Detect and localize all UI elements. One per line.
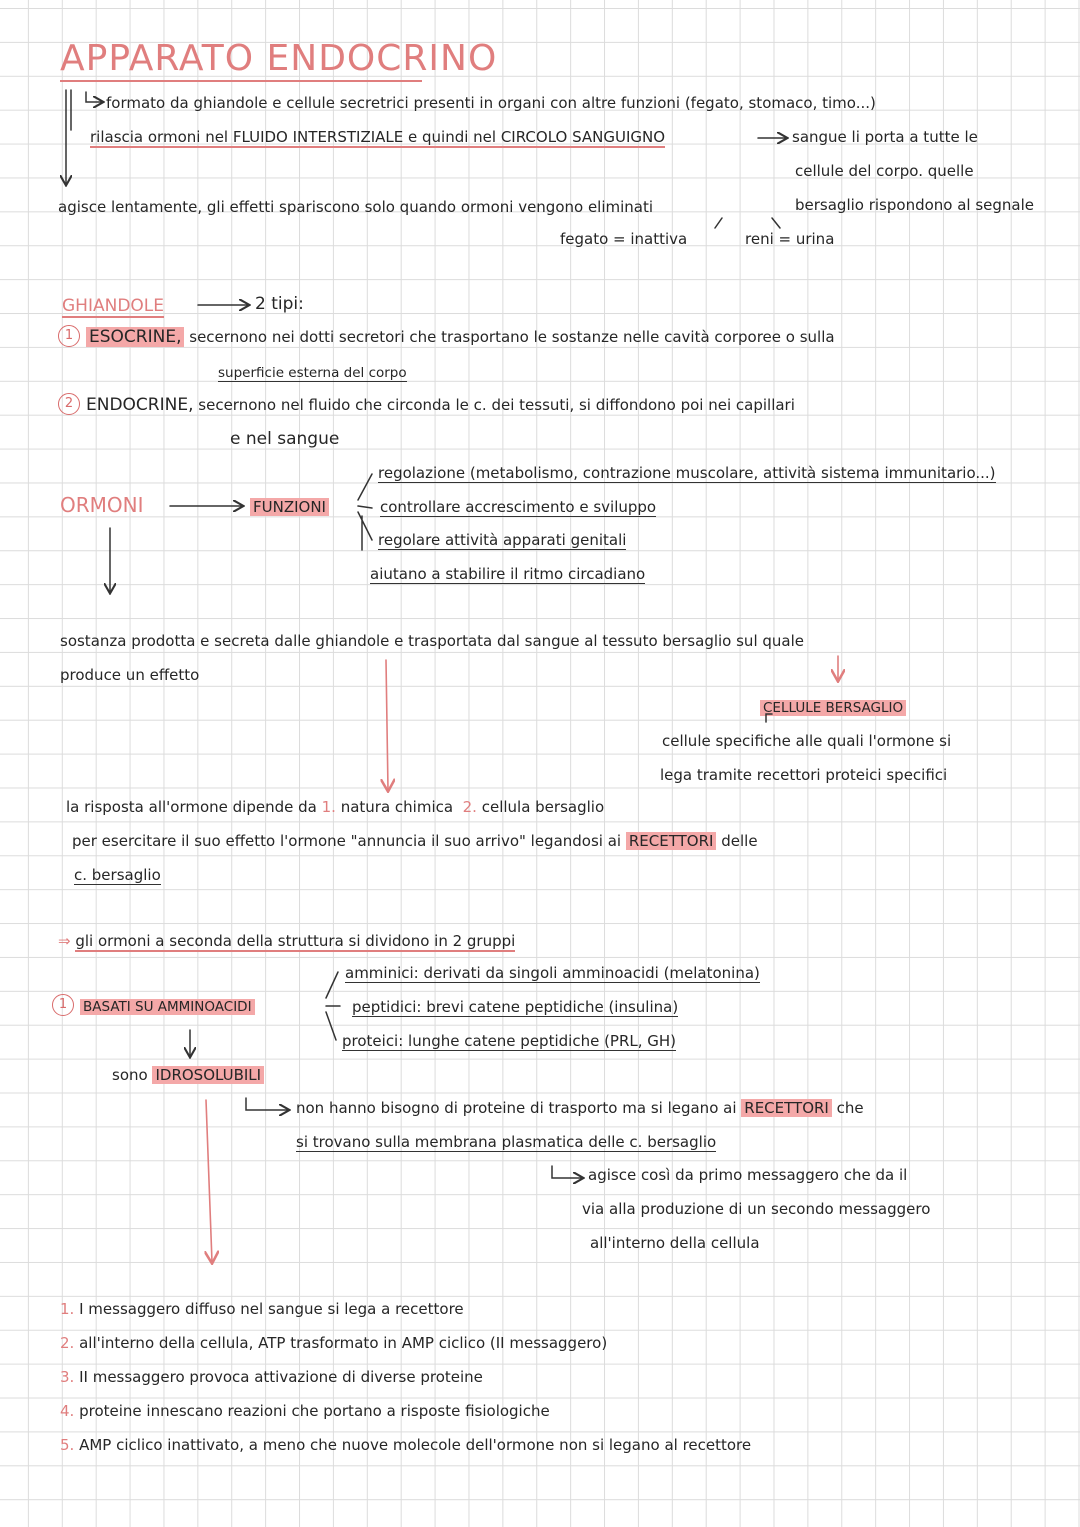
function-text-3: regolare attività apparati genitali: [378, 531, 627, 549]
step-number-5: 5.: [60, 1436, 75, 1454]
subtype-text-2: peptidici: brevi catene peptidiche (insulina): [352, 998, 679, 1016]
intro-hook-arrow: [86, 92, 102, 102]
groups-intro-text: gli ormoni a seconda della struttura si dividono in 2 gruppi: [75, 932, 516, 950]
endocrine-number: 2: [58, 393, 80, 415]
intro-line-3: agisce lentamente, gli effetti spariscono solo quando ormoni vengono eliminati: [58, 198, 654, 216]
definition-down-arrow: [386, 660, 388, 790]
step-text-4: proteine innescano reazioni che portano a risposte fisiologiche: [79, 1402, 550, 1420]
soluble-down-arrow: [206, 1100, 212, 1262]
exocrine-text-2: superficie esterna del corpo: [218, 365, 407, 381]
exocrine-label: ESOCRINE,: [86, 327, 184, 347]
endocrine-text-2: e nel sangue: [230, 429, 340, 449]
kidney-note: reni = urina: [745, 230, 835, 248]
step-number-3: 3.: [60, 1368, 75, 1386]
page-title: APPARATO ENDOCRINO: [60, 38, 498, 79]
step-number-4: 4.: [60, 1402, 75, 1420]
blood-note-2: cellule del corpo. quelle: [795, 162, 974, 180]
messenger-line-1: agisce così da primo messaggero che da il: [588, 1166, 908, 1184]
function-text-2: controllare accrescimento e sviluppo: [380, 498, 657, 516]
subtype-text-1: amminici: derivati da singoli amminoacidi (melatonina): [345, 964, 760, 982]
glands-heading-text: GHIANDOLE: [62, 296, 164, 316]
definition-line-2: produce un effetto: [60, 666, 200, 684]
step-text-3: II messaggero provoca attivazione di diverse proteine: [79, 1368, 483, 1386]
intro-line-2-text: rilascia ormoni nel FLUIDO INTERSTIZIALE e quindi nel CIRCOLO SANGUIGNO: [90, 128, 666, 146]
transport-hook-arrow: [246, 1098, 288, 1110]
target-cells-label-text: CELLULE BERSAGLIO: [760, 700, 906, 716]
amino-label: BASATI SU AMMINOACIDI: [80, 999, 255, 1015]
blood-note-3: bersaglio rispondono al segnale: [795, 196, 1035, 214]
transport-text-3: si trovano sulla membrana plasmatica delle c. bersaglio: [296, 1133, 717, 1151]
transport-text-2: che: [836, 1099, 864, 1117]
effect-receptors: RECETTORI: [626, 832, 717, 850]
target-cells-line-2: lega tramite recettori proteici specifici: [660, 766, 948, 784]
liver-note: fegato = inattiva: [560, 230, 688, 248]
step-text-1: I messaggero diffuso nel sangue si lega a recettore: [79, 1300, 464, 1318]
endocrine-text-1: secernono nel fluido che circonda le c. dei tessuti, si diffondono poi nei capillari: [198, 396, 795, 414]
subtype-text-3: proteici: lunghe catene peptidiche (PRL, GH): [342, 1032, 677, 1050]
exocrine-number: 1: [58, 325, 80, 347]
glands-types: 2 tipi:: [255, 294, 304, 314]
response-text: la risposta all'ormone dipende da: [66, 798, 317, 816]
hormones-heading: ORMONI: [60, 493, 144, 517]
response-number-1: 1.: [321, 798, 336, 816]
function-text-4: aiutano a stabilire il ritmo circadiano: [370, 565, 646, 583]
response-number-2: 2.: [462, 798, 477, 816]
effect-text-1: per esercitare il suo effetto l'ormone "annuncia il suo arrivo" legandosi ai: [72, 832, 622, 850]
blood-note-1: sangue li porta a tutte le: [792, 128, 978, 146]
function-text-1: regolazione (metabolismo, contrazione muscolare, attività sistema immunitario...): [378, 464, 996, 482]
soluble-prefix: sono: [112, 1066, 148, 1084]
step-number-1: 1.: [60, 1300, 75, 1318]
response-nature: natura chimica: [340, 798, 454, 816]
messenger-hook-arrow: [552, 1166, 582, 1178]
amino-number: 1: [52, 994, 74, 1016]
intro-line-1: formato da ghiandole e cellule secretrici presenti in organi con altre funzioni (fegato, stomaco, timo...): [106, 94, 876, 112]
transport-text-1: non hanno bisogno di proteine di trasporto ma si legano ai: [296, 1099, 737, 1117]
step-text-2: all'interno della cellula, ATP trasformato in AMP ciclico (II messaggero): [79, 1334, 608, 1352]
step-text-5: AMP ciclico inattivato, a meno che nuove molecole dell'ormone non si legano al recettore: [79, 1436, 752, 1454]
effect-text-2: delle: [721, 832, 758, 850]
exocrine-text-1: secernono nei dotti secretori che trasportano le sostanze nelle cavità corporee o sulla: [189, 328, 835, 346]
target-cells-line-1: cellule specifiche alle quali l'ormone si: [662, 732, 952, 750]
transport-receptors: RECETTORI: [741, 1099, 832, 1117]
implication-arrow: ⇒: [58, 932, 71, 950]
definition-line-1: sostanza prodotta e secreta dalle ghiandole e trasportata dal sangue al tessuto bersaglio sul quale: [60, 632, 804, 650]
functions-label-text: FUNZIONI: [250, 498, 329, 516]
response-target: cellula bersaglio: [481, 798, 605, 816]
step-number-2: 2.: [60, 1334, 75, 1352]
soluble-label: IDROSOLUBILI: [152, 1066, 264, 1084]
endocrine-label: ENDOCRINE,: [86, 395, 194, 415]
messenger-line-2: via alla produzione di un secondo messaggero: [582, 1200, 931, 1218]
messenger-line-3: all'interno della cellula: [590, 1234, 760, 1252]
effect-text-3: c. bersaglio: [74, 866, 161, 884]
